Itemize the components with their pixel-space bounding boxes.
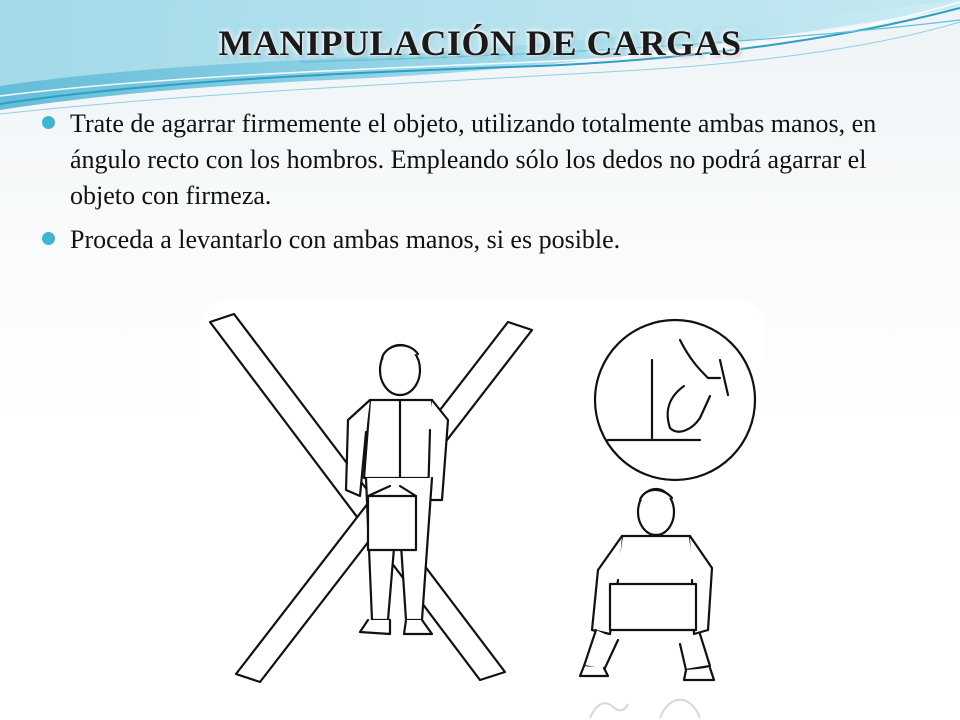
bullet-dot-icon [42, 116, 55, 129]
bullet-dot-icon [42, 232, 55, 245]
bullet-list [40, 106, 920, 266]
bullet-item [40, 106, 920, 214]
lifting-illustration [200, 300, 766, 690]
crouching-man-figure-icon [580, 489, 714, 680]
bullet-text: Trate de agarrar firmemente el objeto, utilizando totalmente ambas manos, en ángulo recto con los hombros. Empleando sólo los dedos no podrá agarrar el objeto con firmeza. [70, 109, 877, 210]
bullet-text: Proceda a levantarlo con ambas manos, si es posible. [70, 225, 621, 254]
slide-title: MANIPULACIÓN DE CARGAS [218, 23, 742, 63]
bullet-item [40, 222, 920, 258]
faded-figure-fragment-icon [580, 690, 720, 720]
hand-grip-detail-icon [595, 320, 755, 480]
